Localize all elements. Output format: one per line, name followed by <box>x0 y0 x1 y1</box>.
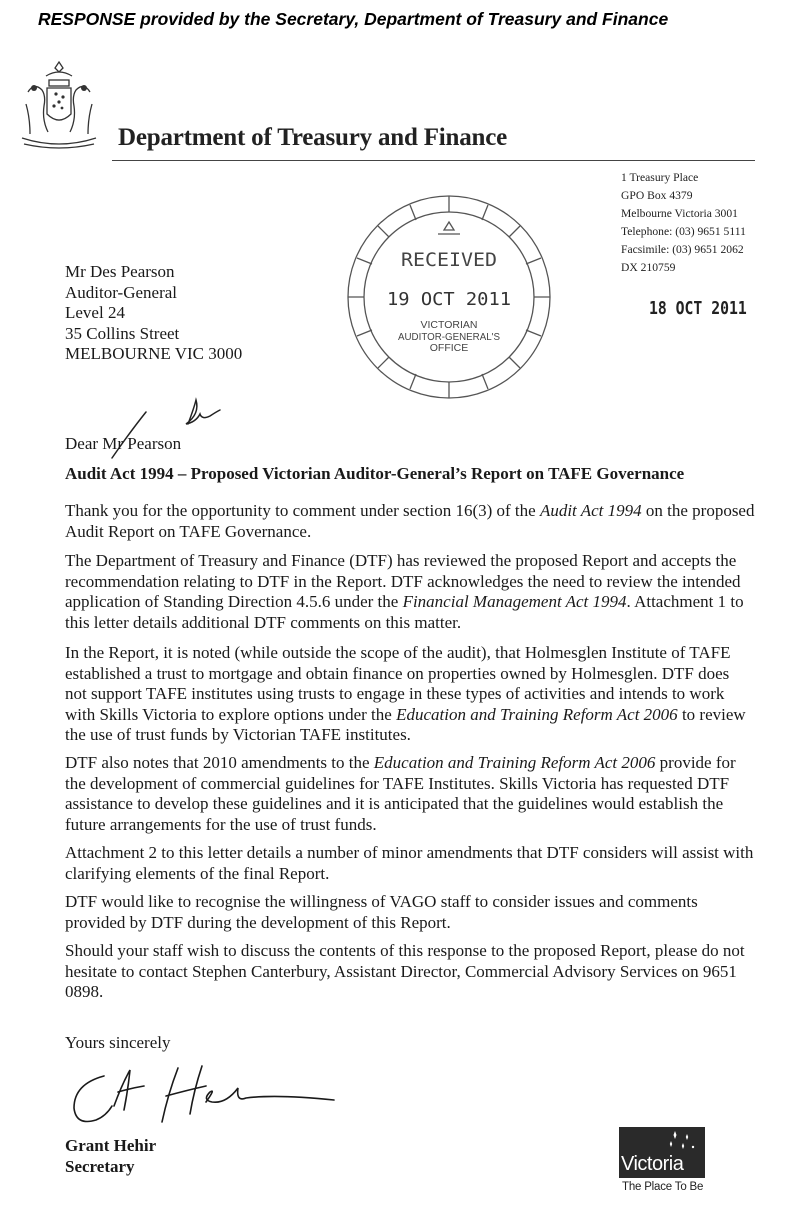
handwritten-signature <box>66 1062 338 1130</box>
victoria-logo-box <box>619 1127 705 1178</box>
southern-cross-icon <box>665 1129 701 1153</box>
coat-of-arms-icon <box>16 58 102 150</box>
body-paragraph: Attachment 2 to this letter details a number of minor amendments that DTF considers will assist with clarifying elements of the final Report. <box>65 843 754 883</box>
closing: Yours sincerely <box>65 1033 171 1052</box>
address-line: GPO Box 4379 <box>621 189 693 202</box>
body-paragraph: Should your staff wish to discuss the contents of this response to the proposed Report, please do not hesitate to contact Stephen Canterbury, Assistant Director, Commercial Advisory Services on 9651 0898. <box>65 941 745 1002</box>
signatory-name: Grant Hehir <box>65 1136 157 1155</box>
victoria-tagline: The Place To Be <box>622 1181 704 1193</box>
recipient-street: 35 Collins Street <box>65 323 180 343</box>
address-line: Melbourne Victoria 3001 <box>621 207 738 220</box>
recipient-name: Mr Des Pearson <box>65 262 175 281</box>
recipient-title: Auditor-General <box>65 282 178 302</box>
stamp-title: RECEIVED <box>401 249 497 271</box>
signatory-title: Secretary <box>65 1157 135 1176</box>
received-stamp <box>338 186 560 408</box>
department-name: Department of Treasury and Finance <box>118 124 508 151</box>
body-paragraph: DTF would like to recognise the willingness of VAGO staff to consider issues and comments provided by DTF during the development of this Report. <box>65 892 698 932</box>
salutation: Dear Mr Pearson <box>65 434 182 453</box>
letter-subject: Audit Act 1994 – Proposed Victorian Auditor-General’s Report on TAFE Governance <box>65 464 685 483</box>
telephone-line: Telephone: (03) 9651 5111 <box>621 225 746 238</box>
stamp-org-line: OFFICE <box>429 342 469 354</box>
signatory-block <box>65 1135 156 1177</box>
stamp-date: 19 OCT 2011 <box>387 289 511 310</box>
stamp-org-line: AUDITOR-GENERAL'S <box>398 331 500 343</box>
stamp-org-line: VICTORIAN <box>420 319 478 331</box>
facsimile-line: Facsimile: (03) 9651 2062 <box>621 243 744 256</box>
recipient-level: Level 24 <box>65 303 125 322</box>
victoria-logo <box>619 1127 709 1197</box>
department-address <box>621 169 746 277</box>
dx-line: DX 210759 <box>621 261 676 274</box>
victoria-wordmark: Victoria <box>621 1153 684 1175</box>
response-banner: RESPONSE provided by the Secretary, Department of Treasury and Finance <box>38 9 669 29</box>
body-paragraph: Thank you for the opportunity to comment under section 16(3) of the Audit Act 1994 on the proposed Audit Report on TAFE Governance. <box>65 501 755 541</box>
recipient-address <box>65 262 242 365</box>
recipient-city: MELBOURNE VIC 3000 <box>65 344 243 363</box>
body-paragraph: The Department of Treasury and Finance (DTF) has reviewed the proposed Report and accepts the recommendation relating to DTF in the Report. DTF acknowledges the need to review the intended application of Standing Direction 4.5.6 under the Financial Management Act 1994. Attachment 1 to this letter details additional DTF comments on this matter. <box>65 551 744 632</box>
body-paragraph: DTF also notes that 2010 amendments to the Education and Training Reform Act 2006 provide for the development of commercial guidelines for TAFE Institutes. Skills Victoria has requested DTF assistance to develop these guidelines and it is anticipated that the guidelines would establish the future arrangements for the use of trust funds. <box>65 753 736 834</box>
letterhead-divider <box>112 160 755 161</box>
letter-date-stamp: 18 OCT 2011 <box>649 298 747 319</box>
body-paragraph: In the Report, it is noted (while outside the scope of the audit), that Holmesglen Institute of TAFE established a trust to mortgage and obtain finance on properties owned by Holmesglen. DTF does not support TAFE institutes using trusts to engage in these types of activities and intends to work with Skills Victoria to explore options under the Education and Training Reform Act 2006 to review the use of trust funds by Victorian TAFE institutes. <box>65 643 746 745</box>
address-line: 1 Treasury Place <box>621 171 699 184</box>
